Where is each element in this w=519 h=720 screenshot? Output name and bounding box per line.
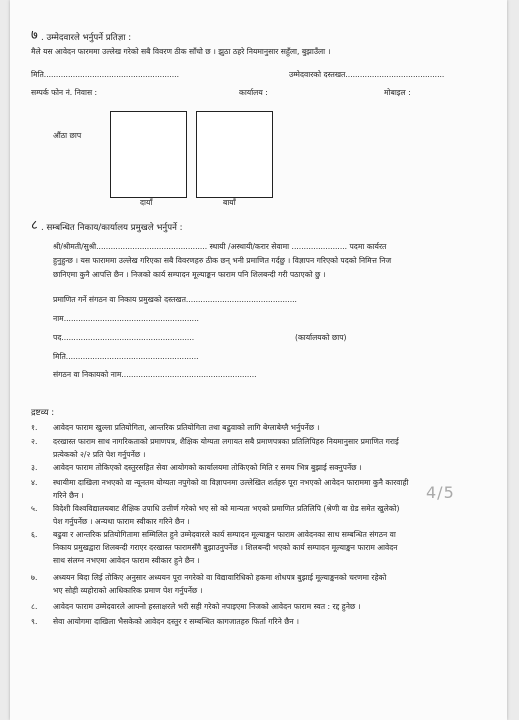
organization-name-line: संगठन वा निकायको नाम........................................................ xyxy=(53,370,257,379)
section7-phone-line: सम्पर्क फोन नं. निवास : xyxy=(31,88,98,97)
certifier-signature-line: प्रमाणित गर्ने संगठन वा निकाय प्रमुखको दस्तखत.............................................. xyxy=(53,295,297,304)
section7-office-line: कार्यालय : xyxy=(239,88,268,97)
section8-para-line2: हुनुहुन्छ । यस फाराममा उल्लेख गरिएका सबै विवरणहरु ठीक छन् भनी प्रमाणित गर्दछु । विज्ञापन गरिएको पदको निमित्त निज xyxy=(53,256,392,265)
document-page xyxy=(10,0,507,720)
note-number: ५. xyxy=(31,504,38,513)
note-number: ६. xyxy=(31,530,38,539)
note-number: १. xyxy=(31,423,38,432)
note-text-line: भए सोही व्यहोराको आधिकारिक प्रमाण पेश गर्नुपर्नेछ । xyxy=(53,586,203,595)
section7-heading: . उम्मेदवारले भर्नुपर्ने प्रतिज्ञा : xyxy=(41,33,132,43)
right-thumb-label: दायाँ xyxy=(140,198,153,207)
section7-signature-line: उम्मेदवारको दस्तखत......................................... xyxy=(289,70,445,79)
note-text-line: आवेदन फाराम तोकिएको दस्तुरसहित सेवा आयोगको कार्यालयमा तोकिएको मिति र समय भित्र बुझाई सक्नुपर्नेछ । xyxy=(53,463,362,472)
section8-para-line1: श्री/श्रीमती/सुश्री.............................................. स्थायी /अस्थायी/करार सेवामा ....................... पदमा कार्यरत xyxy=(53,242,387,251)
section7-number: ७ xyxy=(31,28,38,43)
section7-declaration: मैले यस आवेदन फारममा उल्लेख गरेको सबै विवरण ठीक साँचो छ । झुठा ठहरे नियमानुसार सहुँला, बुझाउँला । xyxy=(31,47,331,56)
thumb-print-label: औंठा छाप xyxy=(53,131,82,140)
section8-number: ८ xyxy=(31,218,38,233)
note-text-line: बढुवा र आन्तरिक प्रतियोगितामा सम्मिलित हुने उम्मेदवारले कार्य सम्पादन मूल्याङ्कन फाराम आवेदनका साथ सम्बन्धित संगठन वा xyxy=(53,530,396,539)
note-text-line: प्रत्येकको २/२ प्रति पेश गर्नुपर्नेछ । xyxy=(53,450,146,459)
section7-mobile-line: मोबाइल : xyxy=(384,88,411,97)
note-number: २. xyxy=(31,437,38,446)
note-text-line: विदेशी विश्वविद्यालयबाट शैक्षिक उपाधि उत्तीर्ण गरेको भए सो को मान्यता भएको प्रमाणित प्रतिलिपि (श्रेणी वा ग्रेड समेत खुलेको) xyxy=(53,504,400,513)
note-number: ७. xyxy=(31,573,38,582)
note-number: ४. xyxy=(31,478,38,487)
section7-date-line: मिति........................................................ xyxy=(31,70,179,79)
note-text-line: आवेदन फाराम उम्मेदवारले आफ्नो हस्ताक्षरले भरी सही गरेको नपाइएमा निजको आवेदन फाराम स्वत : रद्द हुनेछ । xyxy=(53,602,361,611)
office-stamp-label: (कार्यालयको छाप) xyxy=(295,333,347,342)
note-number: ९. xyxy=(31,617,38,626)
certifier-date-line: मिति....................................................... xyxy=(53,352,199,361)
certifier-post-line: पद....................................................... xyxy=(53,333,195,342)
section8-heading: . सम्बन्धित निकाय/कार्यालय प्रमुखले भर्नुपर्ने : xyxy=(41,223,183,233)
left-thumb-box xyxy=(196,111,273,198)
note-text-line: सेवा आयोगमा दाखिला भैसकेको आवेदन दस्तुर र सम्बन्धित कागजातहरु फिर्ता गरिने छैन । xyxy=(53,617,300,626)
note-text-line: पेश गर्नुपर्नेछ । अन्यथा फाराम स्वीकार गरिने छैन । xyxy=(53,517,190,526)
note-text-line: निकाय प्रमुखद्वारा शिलबन्दी गराएर दरखास्त फारामसँगै बुझाउनुपर्नेछ । शिलबन्दी भएको कार्य सम्पादन मूल्याङ्कन फाराम आवेदन xyxy=(53,543,398,552)
section8-para-line3: छानिएमा कुनै आपत्ति छैन । निजको कार्य सम्पादन मूल्याङ्कन फाराम पनि शिलबन्दी गरी पठाएको छु । xyxy=(53,270,326,279)
note-number: ३. xyxy=(31,463,38,472)
note-text-line: गरिने छैन । xyxy=(53,491,84,500)
right-thumb-box xyxy=(110,111,187,198)
note-text-line: आवेदन फाराम खुल्ला प्रतियोगिता, आन्तरिक प्रतियोगिता तथा बढुवाको लागि बेग्लाबेग्लै भर्नुपर्नेछ । xyxy=(53,423,320,432)
note-text-line: साथ संलग्न नभएमा आवेदन फाराम स्वीकार हुने छैन । xyxy=(53,556,200,565)
note-number: ८. xyxy=(31,602,38,611)
page-counter: 4/5 xyxy=(426,483,455,502)
note-text-line: अध्ययन बिदा लिई तोकिए अनुसार अध्ययन पूरा नगरेको वा विद्यावारिधिको हकमा शोधपत्र बुझाई मूल्याङ्कनको चरणमा रहेको xyxy=(53,573,387,582)
certifier-name-line: नाम........................................................ xyxy=(53,314,199,323)
left-thumb-label: बायाँ xyxy=(223,198,236,207)
notes-heading: द्रष्टव्य : xyxy=(31,408,55,418)
note-text-line: दरखास्त फाराम साथ नागरिकताको प्रमाणपत्र, शैक्षिक योग्यता लगायत सबै प्रमाणपत्रका प्रतिलिपिहरु नियमानुसार प्रमाणित गराई xyxy=(53,437,399,446)
note-text-line: स्थायीमा दाखिला नभएको वा न्यूनतम योग्यता नपुगेको वा विज्ञापनमा उल्लेखित शर्तहरु पूरा नभएको आवेदन फाराममा कुनै कारवाही xyxy=(53,478,409,487)
